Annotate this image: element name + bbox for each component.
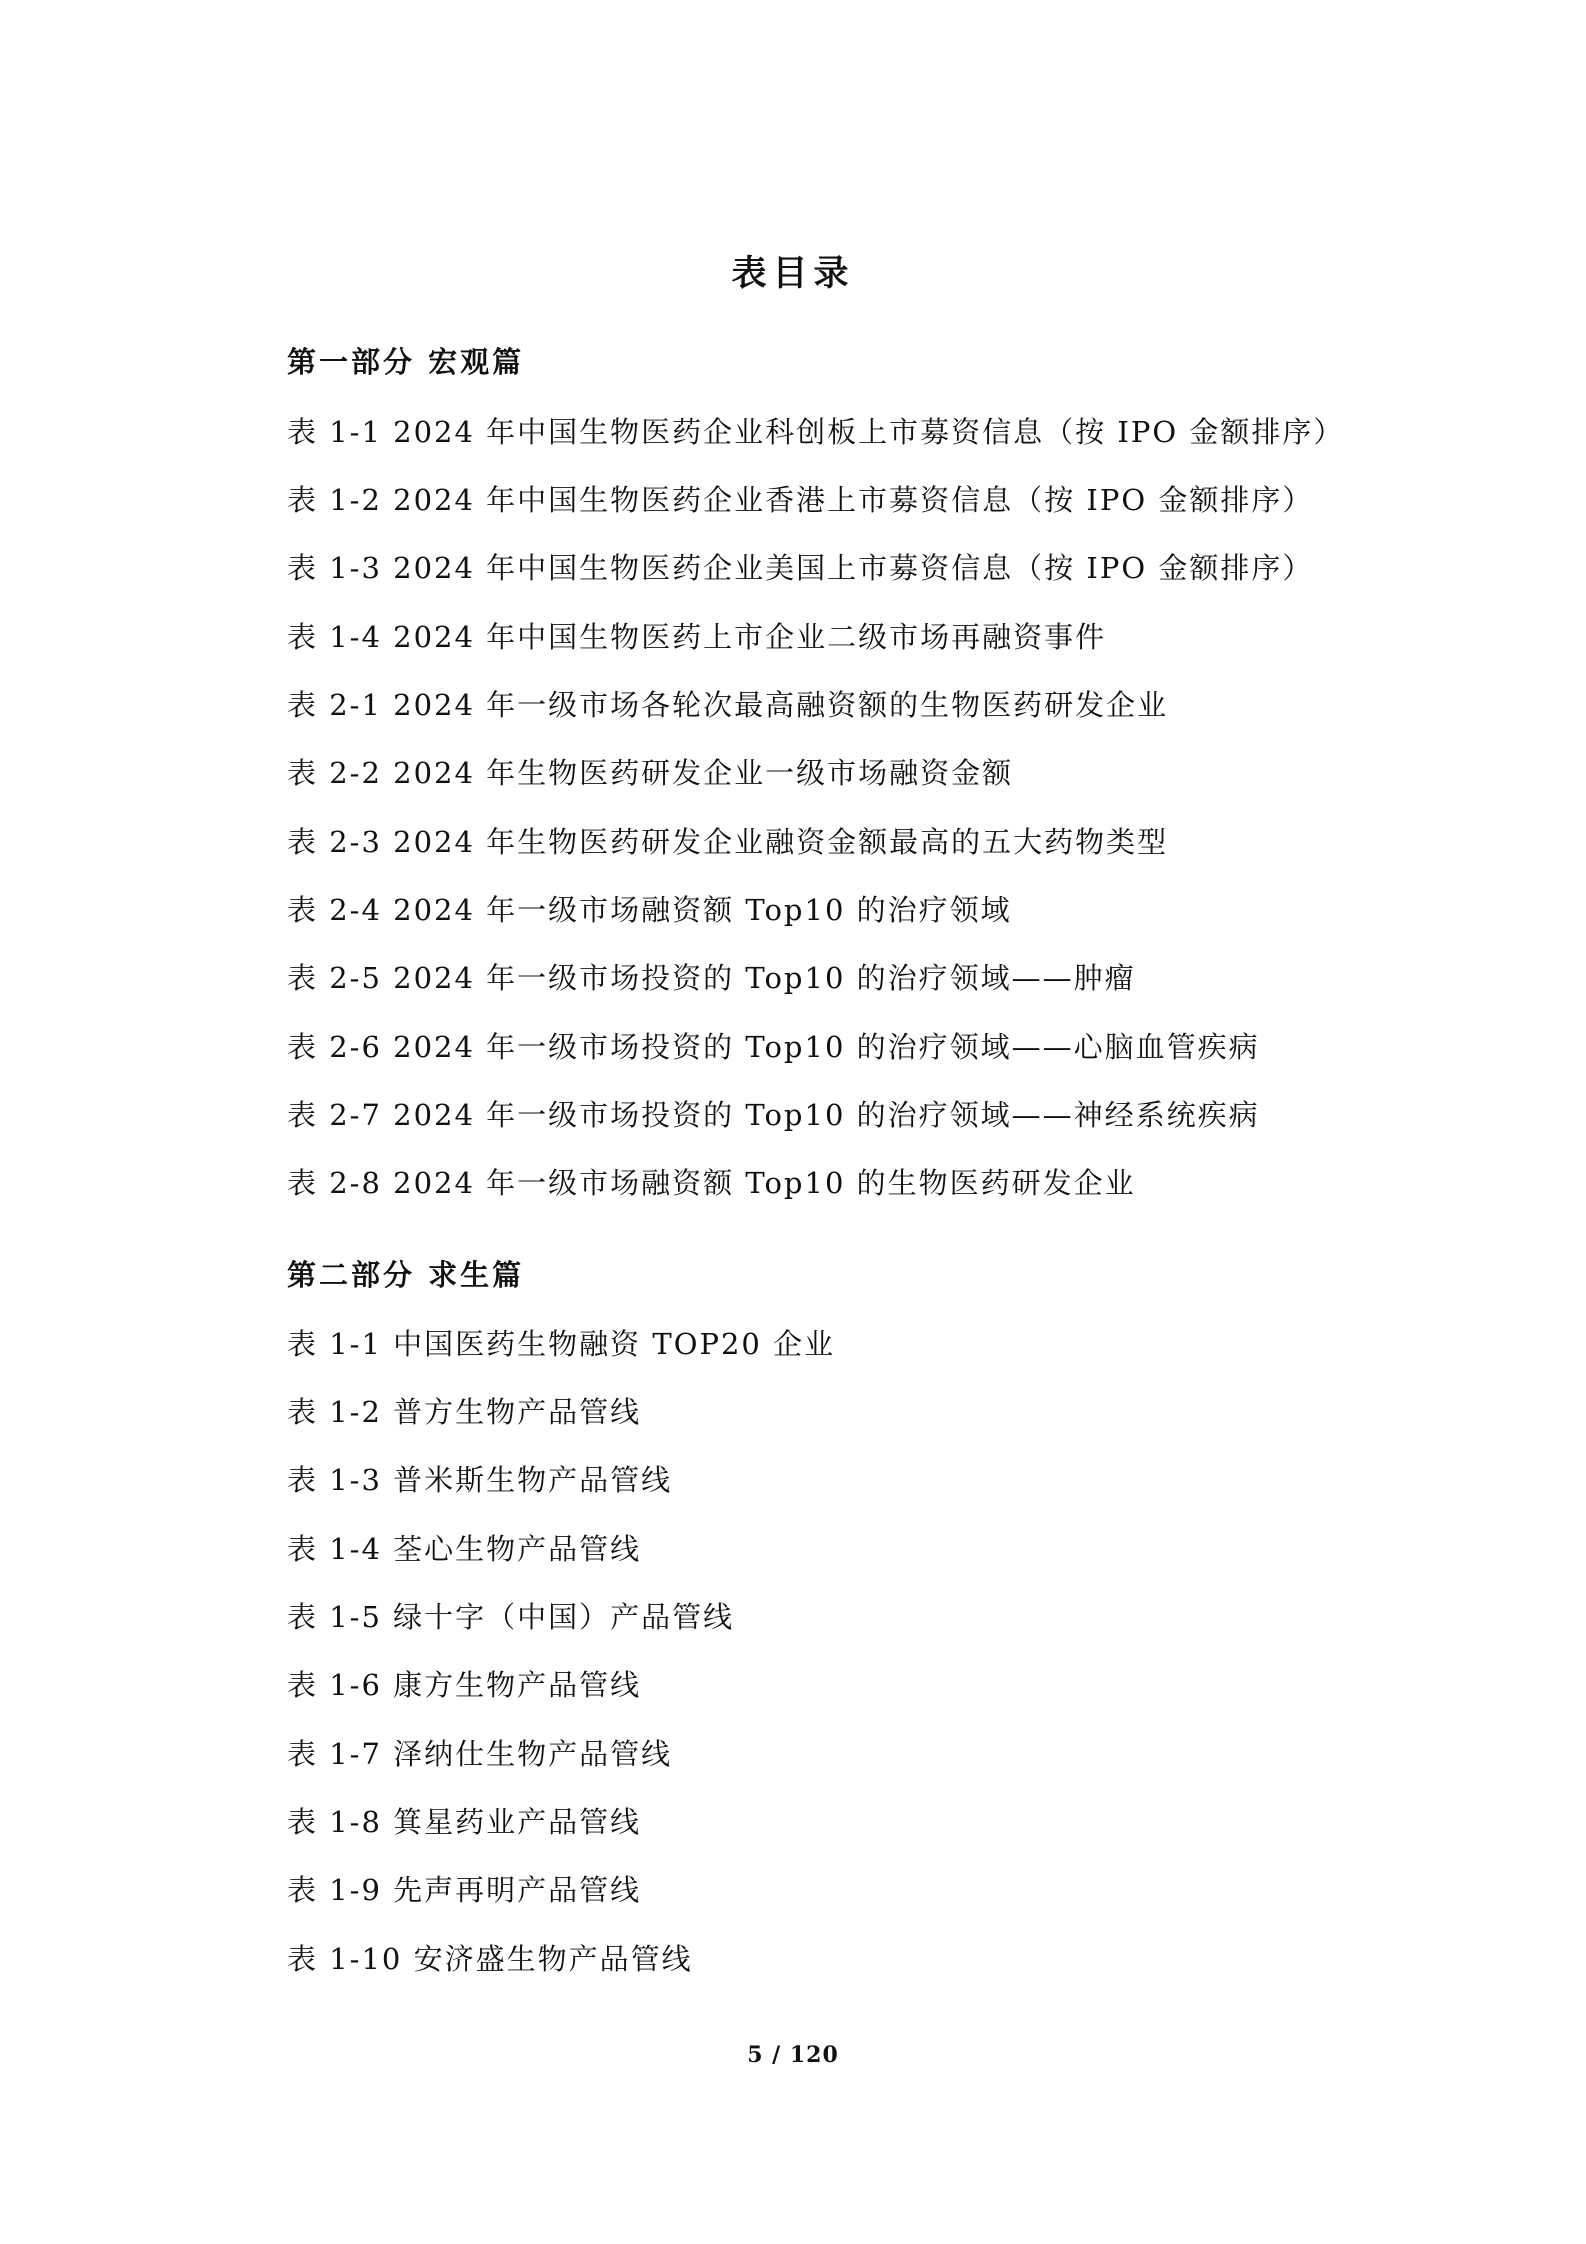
- toc-entry[interactable]: 表 1-3 2024 年中国生物医药企业美国上市募资信息（按 IPO 金额排序）: [287, 551, 1314, 585]
- page-number: 5 / 120: [747, 2042, 839, 2068]
- toc-entry[interactable]: 表 2-6 2024 年一级市场投资的 Top10 的治疗领域——心脑血管疾病: [287, 1030, 1260, 1064]
- page-title: 表目录: [731, 253, 855, 294]
- section-heading-survival: 第二部分 求生篇: [287, 1258, 525, 1292]
- toc-entry[interactable]: 表 1-10 安济盛生物产品管线: [287, 1942, 693, 1976]
- toc-entry[interactable]: 表 2-2 2024 年生物医药研发企业一级市场融资金额: [287, 756, 1014, 790]
- toc-entry[interactable]: 表 1-2 2024 年中国生物医药企业香港上市募资信息（按 IPO 金额排序）: [287, 483, 1314, 517]
- toc-entry[interactable]: 表 2-5 2024 年一级市场投资的 Top10 的治疗领域——肿瘤: [287, 961, 1136, 995]
- toc-entry[interactable]: 表 1-1 中国医药生物融资 TOP20 企业: [287, 1327, 836, 1361]
- toc-entry[interactable]: 表 2-4 2024 年一级市场融资额 Top10 的治疗领域: [287, 893, 1012, 927]
- toc-entry[interactable]: 表 1-1 2024 年中国生物医药企业科创板上市募资信息（按 IPO 金额排序）: [287, 415, 1345, 449]
- toc-entry[interactable]: 表 1-8 箕星药业产品管线: [287, 1805, 642, 1839]
- toc-entry[interactable]: 表 1-3 普米斯生物产品管线: [287, 1463, 673, 1497]
- toc-entry[interactable]: 表 1-2 普方生物产品管线: [287, 1395, 642, 1429]
- toc-entry[interactable]: 表 2-7 2024 年一级市场投资的 Top10 的治疗领域——神经系统疾病: [287, 1098, 1260, 1132]
- toc-entry[interactable]: 表 1-6 康方生物产品管线: [287, 1668, 642, 1702]
- toc-entry[interactable]: 表 1-7 泽纳仕生物产品管线: [287, 1737, 673, 1771]
- section-heading-macro: 第一部分 宏观篇: [287, 345, 525, 379]
- toc-entry[interactable]: 表 2-8 2024 年一级市场融资额 Top10 的生物医药研发企业: [287, 1166, 1136, 1200]
- toc-entry[interactable]: 表 1-9 先声再明产品管线: [287, 1873, 642, 1907]
- toc-entry[interactable]: 表 2-1 2024 年一级市场各轮次最高融资额的生物医药研发企业: [287, 688, 1169, 722]
- toc-entry[interactable]: 表 1-4 2024 年中国生物医药上市企业二级市场再融资事件: [287, 620, 1107, 654]
- toc-entry[interactable]: 表 1-4 荃心生物产品管线: [287, 1532, 642, 1566]
- toc-entry[interactable]: 表 2-3 2024 年生物医药研发企业融资金额最高的五大药物类型: [287, 825, 1169, 859]
- toc-entry[interactable]: 表 1-5 绿十字（中国）产品管线: [287, 1600, 735, 1634]
